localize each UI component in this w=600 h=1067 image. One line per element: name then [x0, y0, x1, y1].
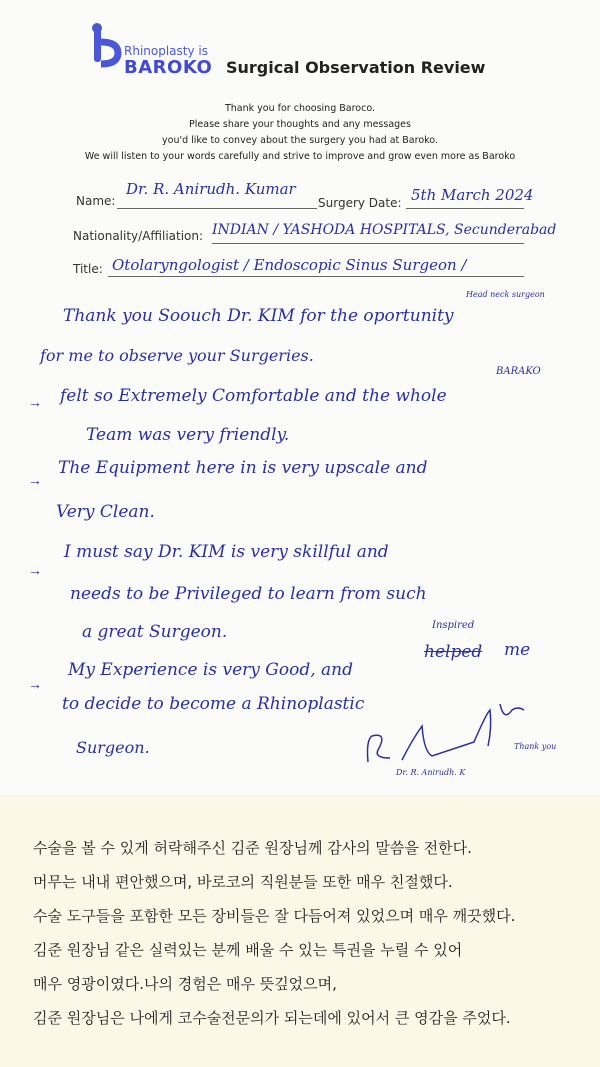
- korean-translation-panel: [0, 795, 600, 1067]
- translation-line: 수술 도구들을 포함한 모든 장비들은 잘 다듬어져 있었으며 매우 깨끗했다.: [33, 907, 516, 925]
- bullet-arrow-icon: →: [28, 472, 42, 488]
- signature-graphic: [362, 696, 542, 766]
- translation-line: 매우 영광이였다.나의 경험은 매우 뜻깊었으며,: [33, 975, 337, 993]
- hand-line-5: The Equipment here in is very upscale and: [58, 458, 428, 478]
- name-label: Name:: [76, 194, 116, 208]
- surgery-date-value: 5th March 2024: [411, 186, 534, 204]
- intro-line: you'd like to convey about the surgery you had at Baroko.: [162, 135, 438, 146]
- title-label: Title:: [73, 262, 103, 276]
- hand-line-8: needs to be Privileged to learn from such: [70, 584, 427, 604]
- translation-line: 머무는 내내 편안했으며, 바로코의 직원분들 또한 매우 친절했다.: [33, 873, 453, 891]
- title-rule: [108, 276, 524, 277]
- intro-text: [0, 101, 600, 165]
- hand-note-inspired: Inspired: [432, 620, 475, 631]
- hand-line-9: a great Surgeon.: [82, 622, 228, 642]
- name-value: Dr. R. Anirudh. Kumar: [126, 180, 296, 198]
- translation-line: 김준 원장님은 나에게 코수술전문의가 되는데에 있어서 큰 영감을 주었다.: [33, 1009, 511, 1027]
- form-title: Surgical Observation Review: [226, 58, 486, 77]
- logo-tagline: Rhinoplasty is: [124, 44, 208, 58]
- hand-line-6: Very Clean.: [56, 502, 155, 522]
- nationality-label: Nationality/Affiliation:: [73, 229, 204, 243]
- intro-line: Please share your thoughts and any messages: [189, 119, 411, 130]
- hand-note-baroko: BARAKO: [496, 366, 541, 377]
- signature-name: Dr. R. Anirudh. K: [396, 768, 466, 777]
- hand-line-10-end: me: [504, 640, 531, 660]
- nationality-value: INDIAN / YASHODA HOSPITALS, Secunderabad: [212, 222, 557, 238]
- baroko-logo: [88, 22, 238, 82]
- hand-line-10: My Experience is very Good, and: [68, 660, 353, 680]
- hand-note-head-neck: Head neck surgeon: [466, 290, 545, 299]
- hand-line-10-struck: helped: [424, 642, 483, 662]
- bullet-arrow-icon: →: [28, 394, 42, 410]
- name-rule: [117, 208, 317, 209]
- signature-thanks: Thank you: [514, 742, 557, 751]
- hand-line-12: Surgeon.: [76, 738, 150, 757]
- logo-wordmark: BAROKO: [124, 57, 213, 78]
- hand-line-1: Thank you Soouch Dr. KIM for the oportunity: [63, 306, 454, 326]
- intro-line: We will listen to your words carefully and strive to improve and grow even more as Baroko: [84, 151, 516, 162]
- baroko-logo-mark: [88, 22, 124, 74]
- hand-line-11: to decide to become a Rhinoplastic: [62, 694, 365, 714]
- surgery-date-rule: [406, 208, 524, 209]
- bullet-arrow-icon: →: [28, 562, 42, 578]
- bullet-arrow-icon: →: [28, 676, 42, 692]
- translation-line: 수술을 볼 수 있게 허락해주신 김준 원장님께 감사의 말씀을 전한다.: [33, 839, 472, 857]
- hand-line-2: for me to observe your Surgeries.: [40, 346, 314, 365]
- intro-line: Thank you for choosing Baroco.: [224, 103, 375, 114]
- nationality-rule: [212, 243, 524, 244]
- hand-line-3: felt so Extremely Comfortable and the whole: [60, 386, 447, 406]
- hand-line-4: Team was very friendly.: [86, 425, 290, 445]
- surgery-date-label: Surgery Date:: [318, 196, 402, 210]
- title-value: Otolaryngologist / Endoscopic Sinus Surgeon /: [112, 256, 467, 274]
- translation-line: 김준 원장님 같은 실력있는 분께 배울 수 있는 특권을 누릴 수 있어: [33, 941, 463, 959]
- hand-line-7: I must say Dr. KIM is very skillful and: [64, 542, 389, 562]
